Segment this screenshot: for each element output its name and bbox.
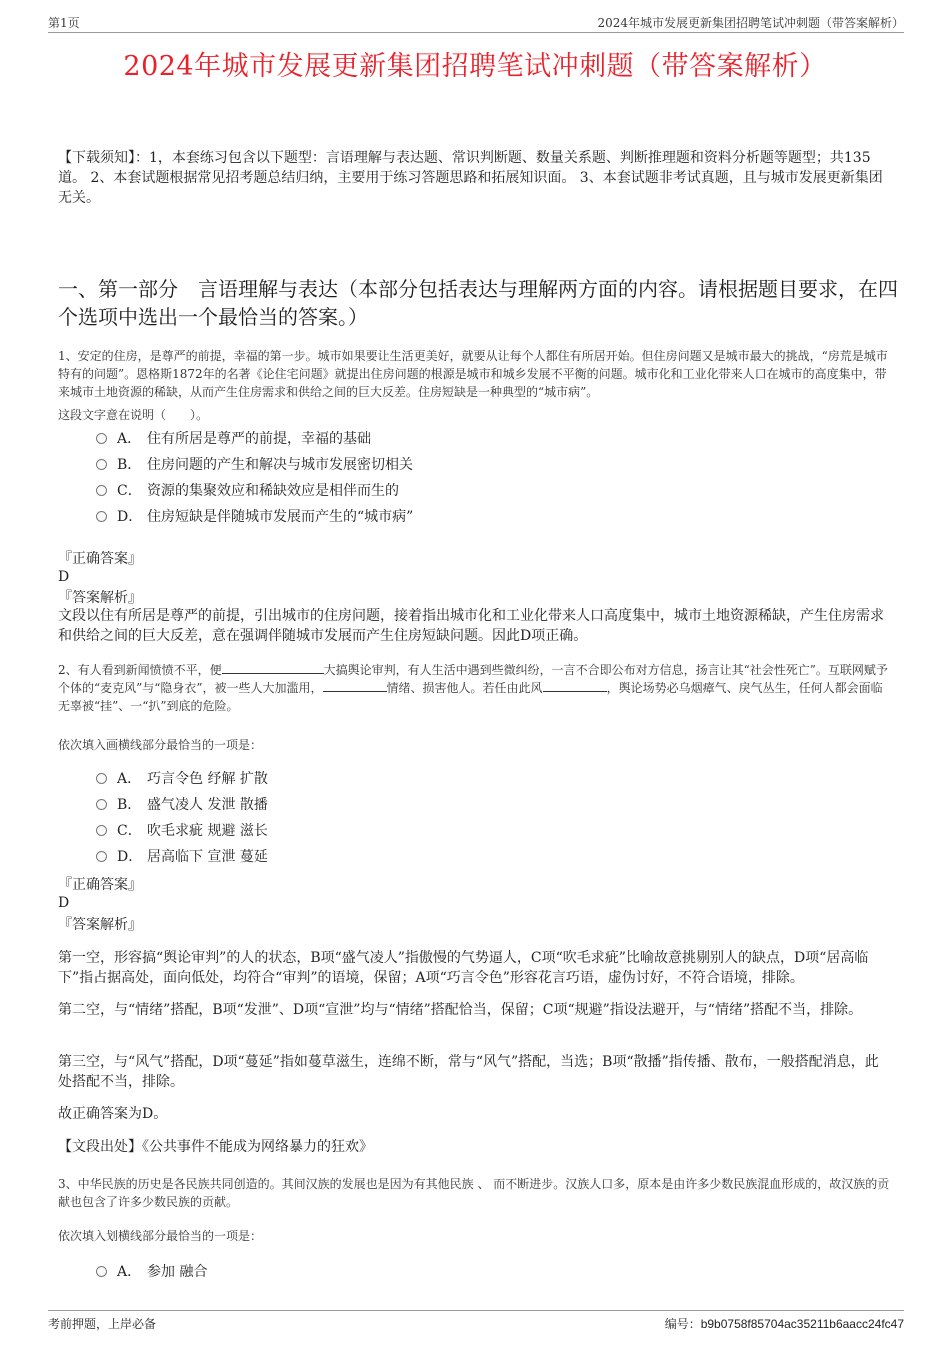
radio-icon[interactable] xyxy=(96,825,107,836)
q1-analysis: 文段以住有所居是尊严的前提，引出城市的住房问题，接着指出城市化和工业化带来人口高度集中，城市土地资源稀缺，产生住房需求和供给之间的巨大反差，意在强调伴随城市发展而产生住房短缺问题。因此D项正确。 xyxy=(58,608,884,644)
q2-analysis-1: 第一空，形容搞“舆论审判”的人的状态，B项“盛气凌人”指傲慢的气势逼人，C项“吹毛求疵”比喻故意挑剔别人的缺点，D项“居高临下”指占据高处，面向低处，均符合“审判”的语境，保留；A项“巧言令色”形容花言巧语，虚伪讨好，不符合语境，排除。 xyxy=(58,950,869,986)
radio-icon[interactable] xyxy=(96,433,107,444)
q2-option-c[interactable] xyxy=(96,821,268,841)
option-key: D． xyxy=(117,849,143,865)
option-key: B． xyxy=(117,797,142,813)
radio-icon[interactable] xyxy=(96,799,107,810)
q2-analysis-label: 『答案解析』 xyxy=(58,917,142,933)
page-footer xyxy=(48,1310,904,1331)
option-text: 资源的集聚效应和稀缺效应是相伴而生的 xyxy=(147,483,399,499)
option-text: 住房短缺是伴随城市发展而产生的“城市病” xyxy=(147,509,414,525)
q1-option-a[interactable] xyxy=(96,429,371,449)
q2-analysis-2: 第二空，与“情绪”搭配，B项“发泄”、D项“宣泄”均与“情绪”搭配恰当，保留；C项“规避”指设法避开，与“情绪”搭配不当，排除。 xyxy=(58,1002,863,1018)
page-title: 2024年城市发展更新集团招聘笔试冲刺题（带答案解析） xyxy=(123,51,827,82)
radio-icon[interactable] xyxy=(96,511,107,522)
option-key: A． xyxy=(117,771,142,787)
footer-slogan: 考前押题，上岸必备 xyxy=(48,1317,157,1331)
q1-option-b[interactable] xyxy=(96,455,413,475)
q2-stem-part: 2、有人看到新闻愤愤不平，便 xyxy=(58,663,222,677)
q1-answer-label: 『正确答案』 xyxy=(58,551,142,567)
radio-icon[interactable] xyxy=(96,851,107,862)
q3-prompt: 依次填入划横线部分最恰当的一项是： xyxy=(58,1229,263,1243)
q2-option-d[interactable] xyxy=(96,847,268,867)
option-key: B． xyxy=(117,457,142,473)
option-text: 盛气凌人 发泄 散播 xyxy=(147,797,268,813)
q2-source xyxy=(58,1137,890,1157)
q2-answer: D xyxy=(58,895,70,911)
option-key: A． xyxy=(117,1264,142,1280)
q2-conclusion: 故正确答案为D。 xyxy=(58,1106,168,1122)
q1-stem: 1、安定的住房，是尊严的前提，幸福的第一步。城市如果要让生活更美好，就要从让每个人都住有所居开始。但住房问题又是城市最大的挑战，“房荒是城市特有的问题”。恩格斯1872年的名著《论住宅问题》就提出住房问题的根源是城市和城乡发展不平衡的问题。城市化和工业化带来人口在城市的高度集中，带来城市土地资源的稀缺，从而产生住房需求和供给之间的巨大反差。住房短缺是一种典型的“城市病”。 xyxy=(58,349,888,399)
code-value: b9b0758f85704ac35211b6aacc24fc47 xyxy=(700,1317,904,1331)
q3-stem: 3、中华民族的历史是各民族共同创造的。其间汉族的发展也是因为有其他民族 、 而不断进步。汉族人口多，原本是由许多少数民族混血形成的，故汉族的贡献也包含了许多少数民族的贡献。 xyxy=(58,1177,890,1209)
download-notice: 【下载须知】：1，本套练习包含以下题型：言语理解与表达题、常识判断题、数量关系题、判断推理题和资料分析题等题型；共135道。 2、本套试题根据常见招考题总结归纳，主要用于练习答题思路和拓展知识面。 3、本套试题非考试真题，且与城市发展更新集团无关。 xyxy=(58,150,883,206)
option-text: 巧言令色 纾解 扩散 xyxy=(147,771,268,787)
option-key: D． xyxy=(117,509,143,525)
q1-prompt: 这段文字意在说明（ ）。 xyxy=(58,408,209,422)
option-text: 居高临下 宣泄 蔓延 xyxy=(147,849,268,865)
q2-stem-part: 大搞舆论审判，有人生活中遇到些微纠纷，一言不合即公布对方信息，扬言让其“社会性死亡”。互联网赋予个体的“麦克风”与“隐身衣”，被一些人大加滥用， xyxy=(58,663,888,695)
q1-analysis-label: 『答案解析』 xyxy=(58,590,142,606)
source-text: 《公共事件不能成为网络暴力的狂欢》 xyxy=(142,1139,373,1155)
q1-answer: D xyxy=(58,569,70,585)
q1-option-c[interactable] xyxy=(96,481,399,501)
option-text: 住房问题的产生和解决与城市发展密切相关 xyxy=(147,457,413,473)
fill-blank xyxy=(222,661,324,674)
q1-option-d[interactable] xyxy=(96,507,413,527)
source-label: 【文段出处】 xyxy=(58,1139,142,1155)
q2-stem xyxy=(58,661,890,715)
section-title: 一、第一部分 言语理解与表达（本部分包括表达与理解两方面的内容。请根据题目要求，在四个选项中选出一个最恰当的答案。） xyxy=(58,277,898,329)
fill-blank xyxy=(543,679,607,692)
option-text: 吹毛求疵 规避 滋长 xyxy=(147,823,268,839)
option-key: C． xyxy=(117,823,142,839)
q2-prompt: 依次填入画横线部分最恰当的一项是： xyxy=(58,738,263,752)
option-key: C． xyxy=(117,483,142,499)
radio-icon[interactable] xyxy=(96,485,107,496)
header-doc-title: 2024年城市发展更新集团招聘笔试冲刺题（带答案解析） xyxy=(597,16,904,30)
radio-icon[interactable] xyxy=(96,773,107,784)
page-number: 第1页 xyxy=(48,16,80,30)
q2-analysis-3: 第三空，与“风气”搭配，D项“蔓延”指如蔓草滋生，连绵不断，常与“风气”搭配，当选；B项“散播”指传播、散布，一般搭配消息，此处搭配不当，排除。 xyxy=(58,1054,879,1090)
option-key: A． xyxy=(117,431,142,447)
q2-stem-part: ，舆论场势必乌烟瘴气、戾气丛生，任何人都会面临无辜被“挂”、一“扒”到底的危险。 xyxy=(58,681,883,713)
footer-code xyxy=(665,1315,904,1332)
option-text: 住有所居是尊严的前提，幸福的基础 xyxy=(147,431,371,447)
q2-option-b[interactable] xyxy=(96,795,268,815)
page-header xyxy=(48,10,904,33)
q2-option-a[interactable] xyxy=(96,769,268,789)
q3-option-a[interactable] xyxy=(96,1262,207,1282)
q2-stem-part: 情绪、损害他人。若任由此风 xyxy=(386,681,543,695)
radio-icon[interactable] xyxy=(96,459,107,470)
code-label: 编号： xyxy=(664,1317,701,1331)
fill-blank xyxy=(323,679,387,692)
radio-icon[interactable] xyxy=(96,1266,107,1277)
q2-answer-label: 『正确答案』 xyxy=(58,877,142,893)
option-text: 参加 融合 xyxy=(147,1264,208,1280)
